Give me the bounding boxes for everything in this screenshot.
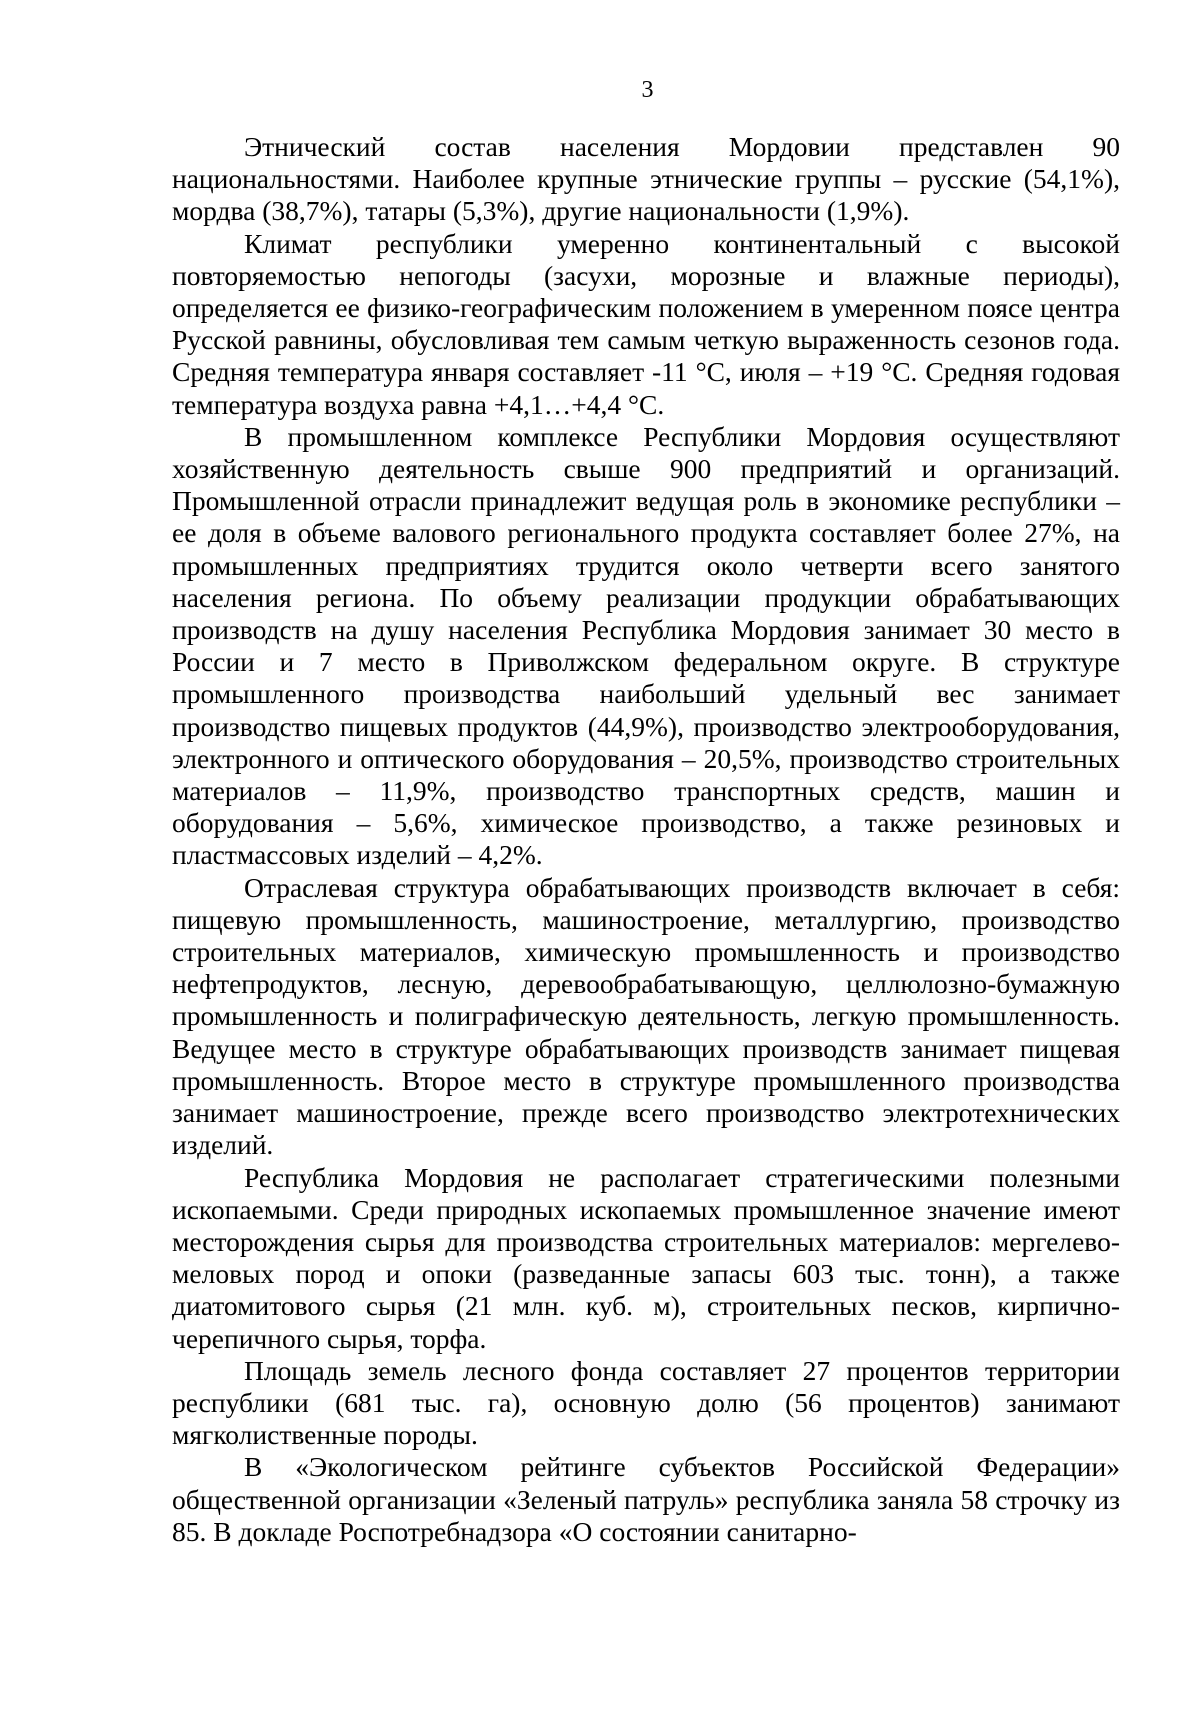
page-number: 3 [641, 77, 654, 103]
paragraph-manufacturing-structure: Отраслевая структура обрабатывающих производств включает в себя: пищевую промышленность, машиностроение, металлургию, производство строительных материалов, химическую промышленность и производство нефтепродуктов, лесную, деревообрабатывающую, целлюлозно-бумажную промышленность и полиграфическую деятельность, легкую промышленность. Ведущее место в структуре обрабатывающих производств занимает пищевая промышленность. Второе место в структуре промышленного производства занимает машиностроение, прежде всего производство электротехнических изделий. [172, 871, 1120, 1161]
paragraph-ethnic-composition: Этнический состав населения Мордовии представлен 90 национальностями. Наиболее крупные этнические группы – русские (54,1%), мордва (38,7%), татары (5,3%), другие национальности (1,9%). [172, 131, 1120, 227]
paragraph-forest-fund: Площадь земель лесного фонда составляет 27 процентов территории республики (681 тыс. га), основную долю (56 процентов) занимают мягколиственные породы. [172, 1354, 1120, 1451]
paragraph-ecological-rating: В «Экологическом рейтинге субъектов Российской Федерации» общественной организации «Зеленый патруль» республика заняла 58 строчку из 85. В докладе Роспотребнадзора «О состоянии санитарно- [172, 1451, 1120, 1547]
paragraph-industrial-complex: В промышленном комплексе Республики Мордовия осуществляют хозяйственную деятельность свыше 900 предприятий и организаций. Промышленной отрасли принадлежит ведущая роль в экономике республики – ее доля в объеме валового регионального продукта составляет более 27%, на промышленных предприятиях трудится около четверти всего занятого населения региона. По объему реализации продукции обрабатывающих производств на душу населения Республика Мордовия занимает 30 место в России и 7 место в Приволжском федеральном округе. В структуре промышленного производства наибольший удельный вес занимает производство пищевых продуктов (44,9%), производство электрооборудования, электронного и оптического оборудования – 20,5%, производство строительных материалов – 11,9%, производство транспортных средств, машин и оборудования – 5,6%, химическое производство, а также резиновых и пластмассовых изделий – 4,2%. [172, 420, 1120, 871]
document-body [172, 131, 1120, 1548]
paragraph-climate: Климат республики умеренно континентальный с высокой повторяемостью непогоды (засухи, морозные и влажные периоды), определяется ее физико-географическим положением в умеренном поясе центра Русской равнины, обусловливая тем самым четкую выраженность сезонов года. Средняя температура января составляет -11 °С, июля – +19 °С. Средняя годовая температура воздуха равна +4,1…+4,4 °С. [172, 227, 1120, 420]
paragraph-mineral-resources: Республика Мордовия не располагает стратегическими полезными ископаемыми. Среди природных ископаемых промышленное значение имеют месторождения сырья для производства строительных материалов: мергелево-меловых пород и опоки (разведанные запасы 603 тыс. тонн), а также диатомитового сырья (21 млн. куб. м), строительных песков, кирпично-черепичного сырья, торфа. [172, 1161, 1120, 1354]
